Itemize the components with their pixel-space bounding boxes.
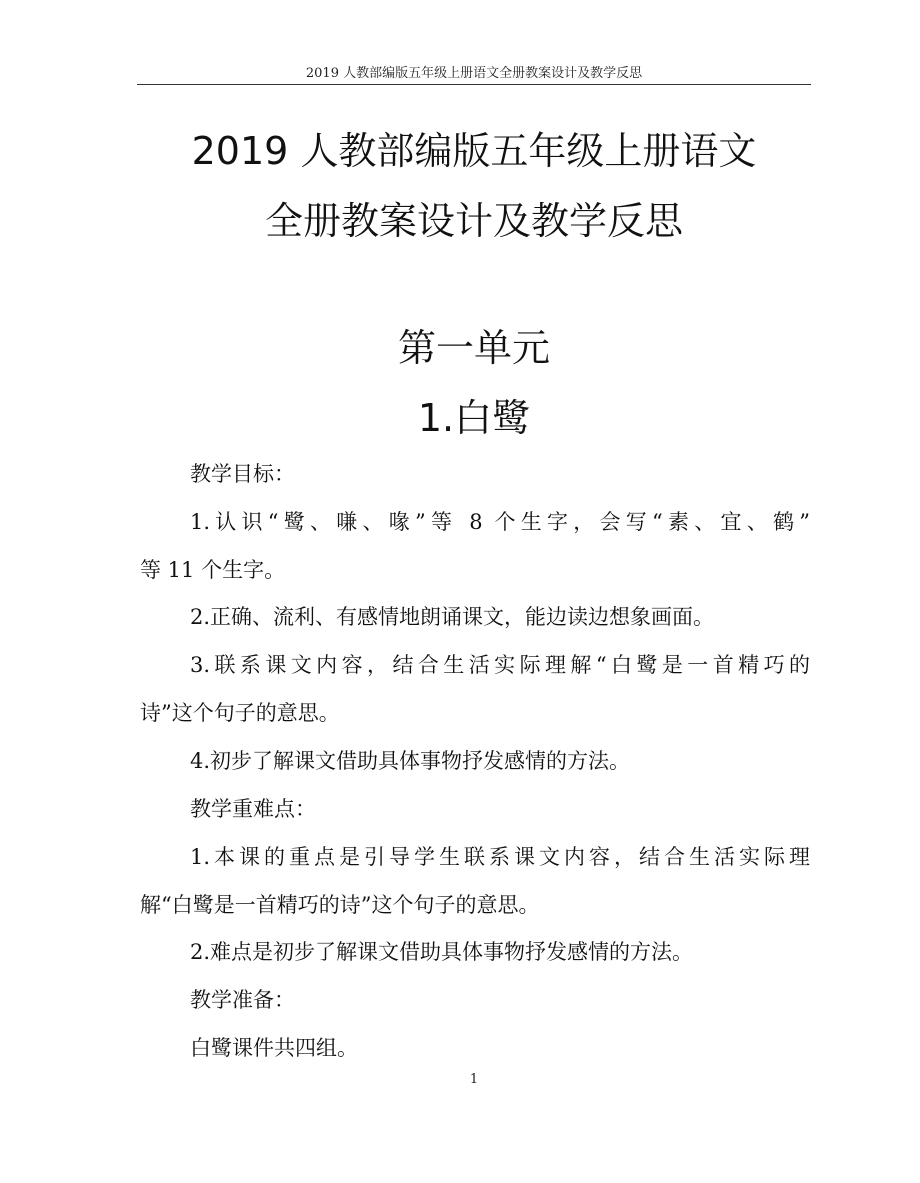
header-divider — [137, 84, 811, 85]
page-number: 1 — [469, 1072, 479, 1087]
goal-2: 2.正确、流利、有感情地朗诵课文，能边读边想象画面。 — [190, 605, 715, 629]
key-point-1-line-1: 1.本课的重点是引导学生联系课文内容，结合生活实际理 — [190, 845, 810, 869]
key-point-2: 2.难点是初步了解课文借助具体事物抒发感情的方法。 — [190, 940, 694, 964]
teaching-prep-text: 白鹭课件共四组。 — [190, 1036, 358, 1060]
running-header: 2019 人教部编版五年级上册语文全册教案设计及教学反思 — [305, 66, 643, 81]
key-points-heading: 教学重难点： — [190, 797, 316, 821]
lesson-title: 1.白鹭 — [417, 396, 531, 440]
document-title-line-1: 2019 人教部编版五年级上册语文 — [191, 129, 757, 173]
teaching-goals-heading: 教学目标： — [190, 462, 295, 486]
goal-1-line-2: 等 11 个生字。 — [140, 558, 286, 582]
goal-3-line-1: 3.联系课文内容，结合生活实际理解“白鹭是一首精巧的 — [190, 653, 810, 677]
document-title-line-2: 全册教案设计及教学反思 — [264, 199, 683, 243]
unit-title: 第一单元 — [397, 326, 550, 370]
goal-1-line-1: 1.认识“鹭、嗛、喙”等 8 个生字，会写“素、宜、鹤” — [190, 510, 810, 534]
key-point-1-line-2: 解“白鹭是一首精巧的诗”这个句子的意思。 — [140, 893, 540, 917]
teaching-prep-heading: 教学准备： — [190, 988, 295, 1012]
goal-4: 4.初步了解课文借助具体事物抒发感情的方法。 — [190, 749, 631, 773]
goal-3-line-2: 诗”这个句子的意思。 — [140, 701, 340, 725]
